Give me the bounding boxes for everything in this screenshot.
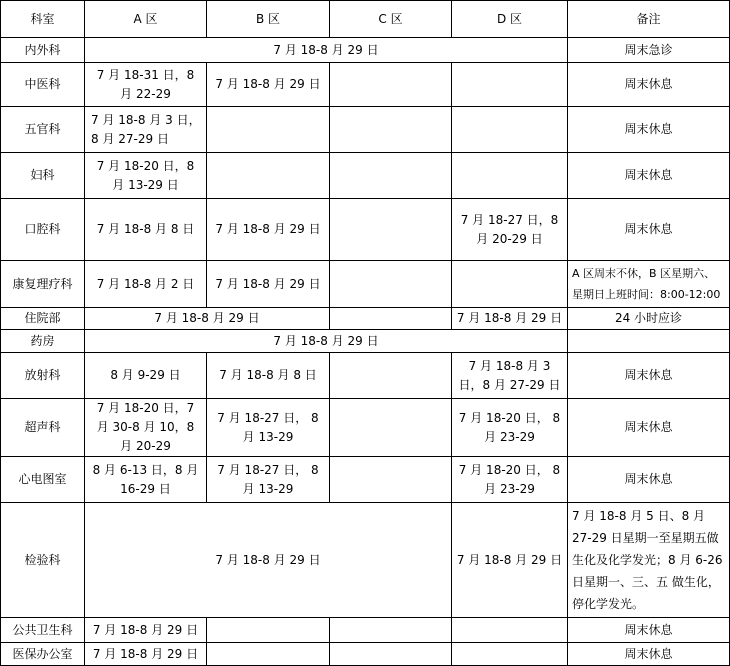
zone-b-cell: 7 月 18-8 月 29 日 — [207, 261, 330, 308]
zone-b-cell — [207, 618, 330, 643]
zone-b-cell: 7 月 18-27 日， 8 月 13-29 — [207, 457, 330, 503]
zone-d-cell: 7 月 18-20 日， 8 月 23-29 — [452, 457, 568, 503]
table-row — [1, 643, 730, 666]
dept-cell: 医保办公室 — [1, 643, 85, 666]
table-row — [1, 261, 730, 308]
note-cell: 周末急诊 — [568, 38, 730, 63]
zone-a-cell: 7 月 18-31 日，8 月 22-29 — [85, 63, 207, 107]
zone-c-cell — [330, 353, 452, 399]
dept-cell: 妇科 — [1, 153, 85, 199]
schedule-cell: 7 月 18-8 月 29 日 — [85, 308, 330, 330]
zone-d-cell — [452, 153, 568, 199]
header-zone-d: D 区 — [452, 1, 568, 38]
zone-d-cell: 7 月 18-8 月 3 日，8 月 27-29 日 — [452, 353, 568, 399]
dept-cell: 内外科 — [1, 38, 85, 63]
table-row — [1, 457, 730, 503]
header-zone-b: B 区 — [207, 1, 330, 38]
zone-b-cell — [207, 643, 330, 666]
zone-b-cell: 7 月 18-8 月 8 日 — [207, 353, 330, 399]
header-note: 备注 — [568, 1, 730, 38]
dept-cell: 心电图室 — [1, 457, 85, 503]
note-cell: 周末休息 — [568, 353, 730, 399]
zone-b-cell — [207, 153, 330, 199]
zone-c-cell — [330, 308, 452, 330]
zone-c-cell — [330, 199, 452, 261]
zone-c-cell — [330, 107, 452, 153]
zone-d-cell — [452, 63, 568, 107]
table-row — [1, 618, 730, 643]
table-row — [1, 63, 730, 107]
zone-d-cell — [452, 643, 568, 666]
dept-cell: 药房 — [1, 330, 85, 353]
table-row — [1, 199, 730, 261]
zone-c-cell — [330, 63, 452, 107]
note-cell: 周末休息 — [568, 63, 730, 107]
note-cell: 周末休息 — [568, 153, 730, 199]
dept-cell: 口腔科 — [1, 199, 85, 261]
zone-a-cell: 7 月 18-8 月 8 日 — [85, 199, 207, 261]
dept-cell: 超声科 — [1, 399, 85, 457]
zone-a-cell: 7 月 18-8 月 29 日 — [85, 618, 207, 643]
zone-d-cell — [452, 261, 568, 308]
note-cell — [568, 330, 730, 353]
schedule-cell: 7 月 18-8 月 29 日 — [85, 503, 452, 618]
note-cell: A 区周末不休，B 区星期六、星期日上班时间：8:00-12:00 — [568, 261, 730, 308]
note-cell: 24 小时应诊 — [568, 308, 730, 330]
dept-cell: 中医科 — [1, 63, 85, 107]
zone-b-cell — [207, 107, 330, 153]
note-cell: 7 月 18-8 月 5 日、8 月 27-29 日星期一至星期五做生化及化学发光；8 月 6-26 日星期一、三、五 做生化，停化学发光。 — [568, 503, 730, 618]
zone-d-cell — [452, 107, 568, 153]
zone-c-cell — [330, 261, 452, 308]
header-zone-a: A 区 — [85, 1, 207, 38]
table-row — [1, 399, 730, 457]
header-row — [1, 1, 730, 38]
table-row — [1, 330, 730, 353]
table-row — [1, 107, 730, 153]
table-row — [1, 153, 730, 199]
header-dept: 科室 — [1, 1, 85, 38]
schedule-cell: 7 月 18-8 月 29 日 — [85, 38, 568, 63]
zone-b-cell: 7 月 18-8 月 29 日 — [207, 199, 330, 261]
zone-c-cell — [330, 643, 452, 666]
note-cell: 周末休息 — [568, 457, 730, 503]
zone-a-cell: 8 月 9-29 日 — [85, 353, 207, 399]
table-row — [1, 38, 730, 63]
dept-cell: 公共卫生科 — [1, 618, 85, 643]
note-cell: 周末休息 — [568, 618, 730, 643]
note-cell: 周末休息 — [568, 643, 730, 666]
zone-a-cell: 7 月 18-8 月 29 日 — [85, 643, 207, 666]
table-row — [1, 503, 730, 618]
zone-d-cell — [452, 618, 568, 643]
zone-a-cell: 7 月 18-8 月 3 日，8 月 27-29 日 — [85, 107, 207, 153]
zone-b-cell: 7 月 18-27 日， 8 月 13-29 — [207, 399, 330, 457]
zone-c-cell — [330, 153, 452, 199]
table-row — [1, 353, 730, 399]
dept-cell: 住院部 — [1, 308, 85, 330]
dept-cell: 五官科 — [1, 107, 85, 153]
dept-cell: 检验科 — [1, 503, 85, 618]
zone-d-cell: 7 月 18-27 日，8 月 20-29 日 — [452, 199, 568, 261]
table-row — [1, 308, 730, 330]
zone-d-cell: 7 月 18-8 月 29 日 — [452, 503, 568, 618]
zone-b-cell: 7 月 18-8 月 29 日 — [207, 63, 330, 107]
schedule-cell: 7 月 18-8 月 29 日 — [85, 330, 568, 353]
header-zone-c: C 区 — [330, 1, 452, 38]
zone-c-cell — [330, 618, 452, 643]
zone-d-cell: 7 月 18-8 月 29 日 — [452, 308, 568, 330]
zone-c-cell — [330, 457, 452, 503]
note-cell: 周末休息 — [568, 399, 730, 457]
zone-d-cell: 7 月 18-20 日， 8 月 23-29 — [452, 399, 568, 457]
zone-a-cell: 7 月 18-8 月 2 日 — [85, 261, 207, 308]
dept-cell: 康复理疗科 — [1, 261, 85, 308]
note-cell: 周末休息 — [568, 199, 730, 261]
zone-a-cell: 7 月 18-20 日，8 月 13-29 日 — [85, 153, 207, 199]
zone-c-cell — [330, 399, 452, 457]
note-cell: 周末休息 — [568, 107, 730, 153]
zone-a-cell: 7 月 18-20 日，7 月 30-8 月 10，8 月 20-29 — [85, 399, 207, 457]
zone-a-cell: 8 月 6-13 日，8 月 16-29 日 — [85, 457, 207, 503]
dept-cell: 放射科 — [1, 353, 85, 399]
